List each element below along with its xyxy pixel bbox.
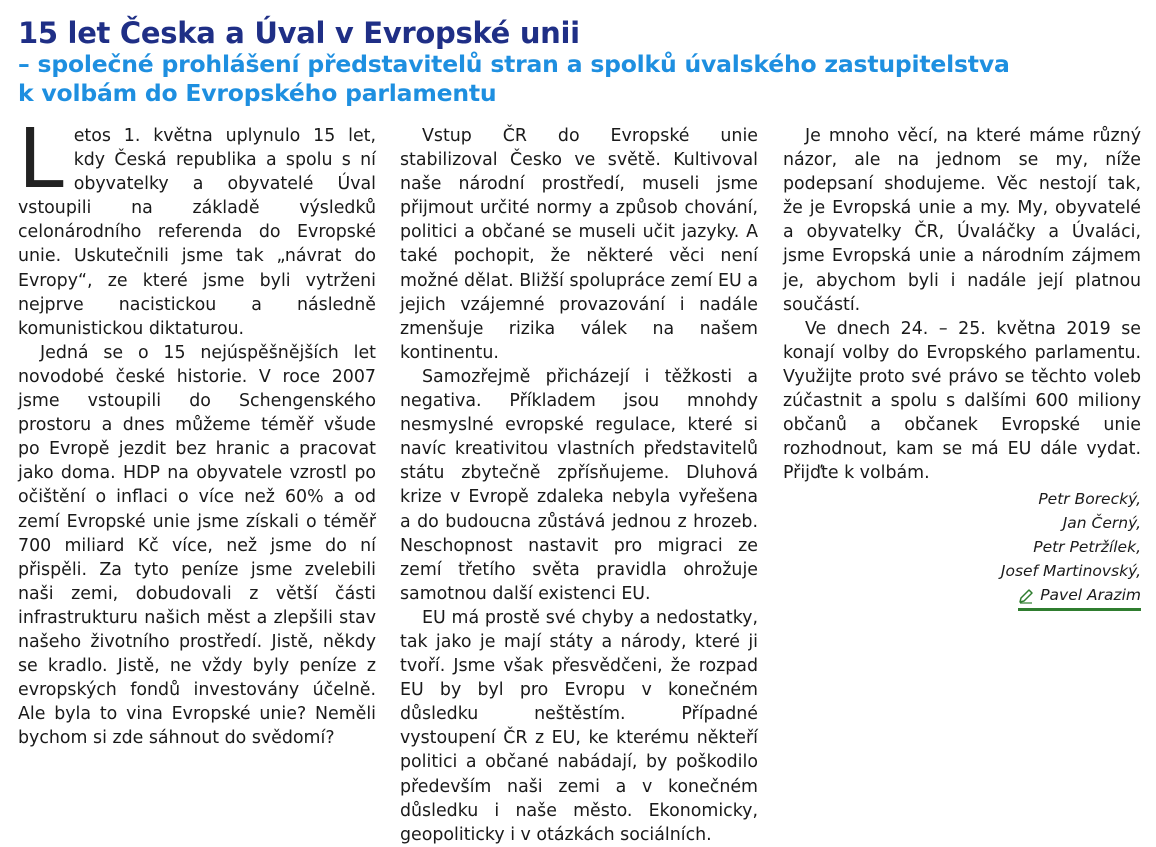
signature-underline (1018, 583, 1141, 611)
signatory: Petr Petržílek, (1033, 538, 1141, 557)
headline (18, 16, 1143, 108)
paragraph-text: etos 1. května uplynulo 15 let, kdy Česká republika a spolu s ní obyvatelky a obyvatelé Úval vstoupili na základě výsledků celonárodního referenda do Evropské unie. Uskutečnili jsme tak „návrat do Evropy“, ze které jsme byli vytrženi nejprve nacistickou a následně komunistickou diktaturou. (18, 126, 376, 339)
signatures (783, 487, 1141, 611)
paragraph-text: Jedná se o 15 nejúspěšnějších let novodobé české historie. V roce 2007 jsme vstoupili do Schengenského prostoru a dnes můžeme téměř všude po Evropě jezdit bez hranic a pracovat jako doma. HDP na obyvatele vzrostl po očištění o inflaci o více než 60% a od zemí Evropské unie jsme získali o téměř 700 miliard Kč více, než jsme do ní přispěli. Za tyto peníze jsme zvelebili naši zemi, dobudovali z větší části infrastrukturu našich měst a zlepšili stav našeho životního prostředí. Jistě, někdy se kradlo. Jistě, ne vždy byly peníze z evropských fondů investovány účelně. Ale byla to vina Evropské unie? Neměli bychom si zde sáhnout do svědomí? (18, 342, 376, 749)
paragraph-text: Samozřejmě přicházejí i těžkosti a negativa. Příkladem jsou mnohdy nesmyslné evropské regulace, které si navíc kreativitou vlastních představitelů státu zbytečně zpřísňujeme. Dluhová krize v Evropě zdaleka nebyla vyřešena a do budoucna zůstává jednou z hrozeb. Neschopnost nastavit pro migraci ze zemí třetího světa pravidla ohrožuje samotnou další existenci EU. (400, 366, 758, 604)
article-title: 15 let Česka a Úval v Evropské unii (18, 16, 580, 50)
paragraph-7 (783, 317, 1141, 486)
signatory: Pavel Arazim (1040, 586, 1141, 605)
paragraph-2 (18, 341, 376, 751)
signatory: Petr Borecký, (1038, 490, 1141, 509)
article-column-2 (400, 124, 758, 847)
article-column-1 (18, 112, 376, 750)
signatory: Jan Černý, (1062, 514, 1141, 533)
signatory-last-row (783, 583, 1141, 611)
paragraph-text: Ve dnech 24. – 25. května 2019 se konají volby do Evropského parlamentu. Využijte proto své právo se těchto voleb zúčastnit a spolu s dalšími 600 miliony občanů a občanek Evropské unie rozhodnout, kam se má EU dále vydat. Přijďte k volbám. (783, 318, 1141, 484)
paragraph-4 (400, 365, 758, 606)
pencil-icon (1018, 587, 1034, 603)
signatory: Josef Martinovský, (1000, 562, 1141, 581)
article-column-3 (783, 124, 1141, 611)
paragraph-text: EU má prostě své chyby a nedostatky, tak jako je mají státy a národy, které ji tvoří. Jsme však přesvědčeni, že rozpad EU by byl pro Evropu v konečném důsledku neštěstím. Případné vystoupení ČR z EU, ke kterému někteří politici a občané nabádají, by poškodilo především naši zemi a v konečném důsledku i naše město. Ekonomicky, geopoliticky i v otázkách sociálních. (400, 607, 758, 845)
paragraph-6 (783, 124, 1141, 317)
paragraph-1 (18, 112, 376, 341)
paragraph-text: Je mnoho věcí, na které máme různý názor, ale na jednom se my, níže podepsaní shodujeme. Věc nestojí tak, že je Evropská unie a my. My, obyvatelé a obyvatelky ČR, Úvaláčky a Úvaláci, jsme Evropská unie a národním zájmem je, abychom byli i nadále její platnou součástí. (783, 126, 1141, 315)
article-subtitle-line1: – společné prohlášení představitelů stran a spolků úvalského zastupitelstva (18, 50, 1010, 78)
paragraph-5 (400, 606, 758, 847)
drop-cap: L (18, 112, 64, 207)
paragraph-3 (400, 124, 758, 365)
article-subtitle-line2: k volbám do Evropského parlamentu (18, 79, 497, 107)
paragraph-text: Vstup ČR do Evropské unie stabilizoval Česko ve světě. Kultivoval naše národní prostředí, museli jsme přijmout určité normy a způsob chování, politici a občané se museli učit jazyky. A také pochopit, že některé věci není možné dělat. Bližší spolupráce zemí EU a jejich vzájemné provazování i nadále zmenšuje rizika válek na našem kontinentu. (400, 126, 758, 363)
